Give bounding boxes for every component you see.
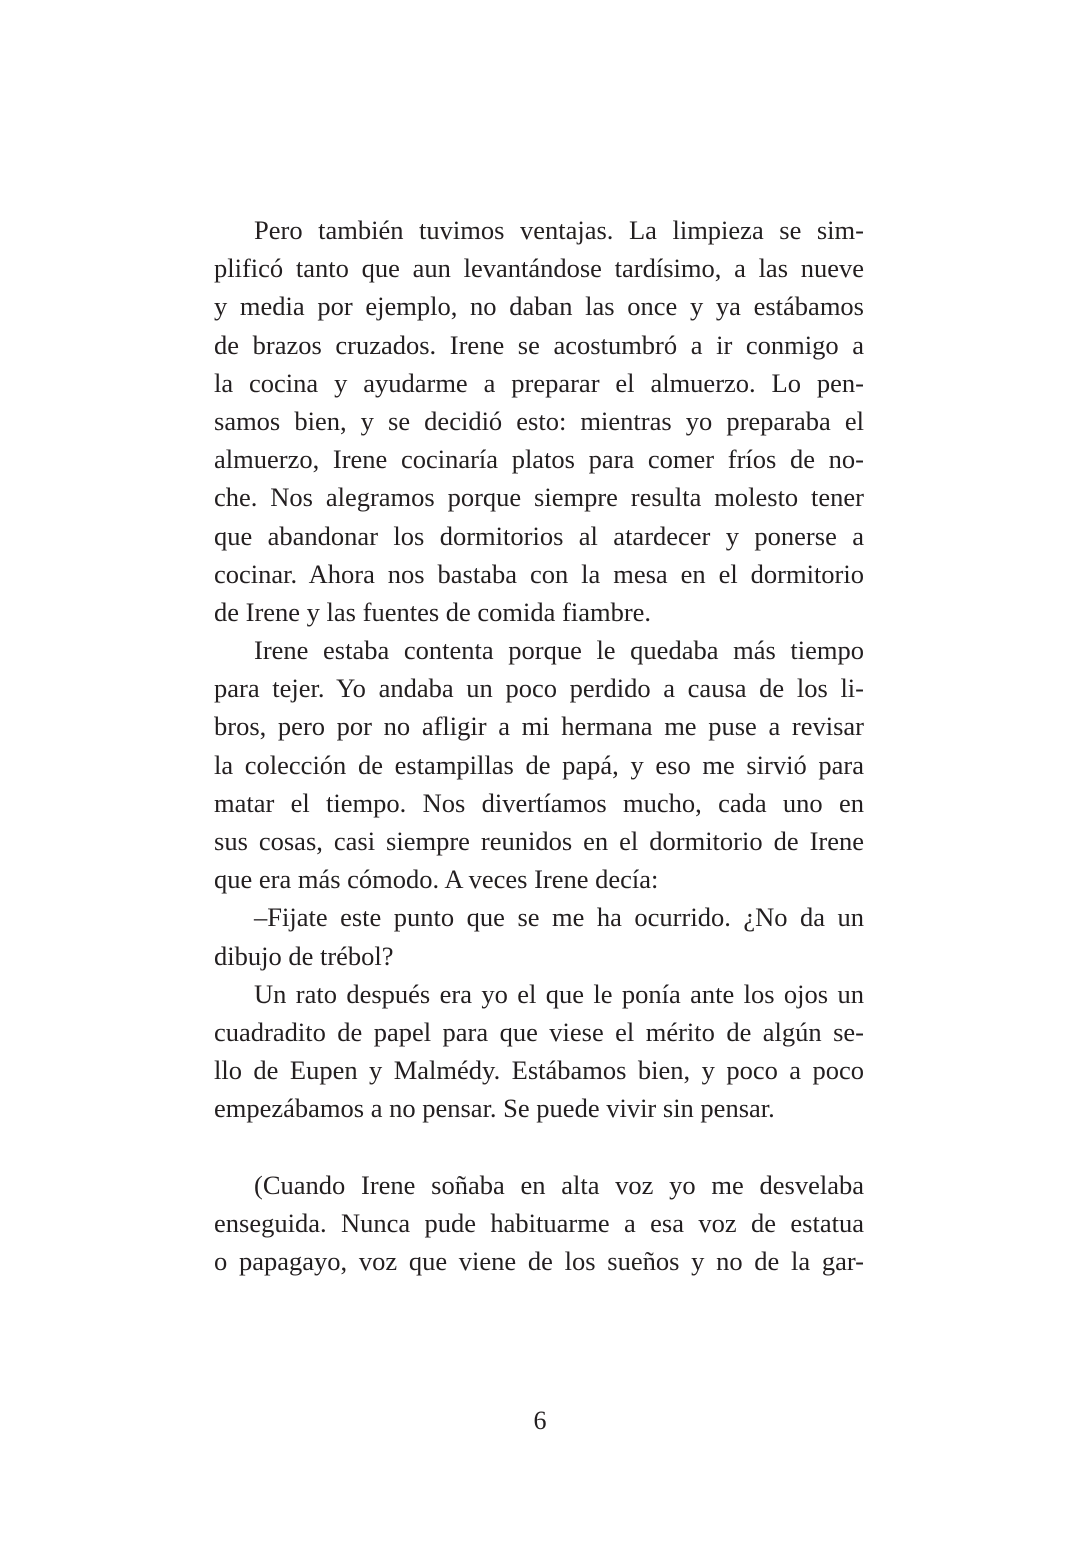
text-line: y media por ejemplo, no daban las once y ya estábamos (214, 291, 864, 322)
text-line: de brazos cruzados. Irene se acostumbró a ir conmigo a (214, 329, 864, 360)
text-line: almuerzo, Irene cocinaría platos para comer fríos de no- (214, 444, 864, 475)
text-line: enseguida. Nunca pude habituarme a esa voz de estatua (214, 1207, 864, 1238)
text-line: de Irene y las fuentes de comida fiambre. (214, 596, 652, 627)
paragraph (214, 975, 864, 1128)
text-line: Un rato después era yo el que le ponía ante los ojos un (254, 978, 864, 1009)
text-line: que abandonar los dormitorios al atardecer y ponerse a (214, 520, 864, 551)
text-line: la cocina y ayudarme a preparar el almuerzo. Lo pen- (214, 367, 864, 398)
text-line: samos bien, y se decidió esto: mientras yo preparaba el (214, 405, 864, 436)
text-line: que era más cómodo. A veces Irene decía: (214, 864, 659, 895)
text-line: empezábamos a no pensar. Se puede vivir sin pensar. (214, 1093, 775, 1124)
text-line: che. Nos alegramos porque siempre resulta molesto tener (214, 482, 864, 513)
text-line: cuadradito de papel para que viese el mérito de algún se- (214, 1016, 864, 1047)
text-line: Pero también tuvimos ventajas. La limpieza se sim- (254, 215, 864, 245)
paragraph (214, 631, 864, 898)
text-line: dibujo de trébol? (214, 940, 394, 971)
text-line: matar el tiempo. Nos divertíamos mucho, cada uno en (214, 787, 864, 818)
text-line: o papagayo, voz que viene de los sueños y no de la gar- (214, 1246, 864, 1277)
text-line: (Cuando Irene soñaba en alta voz yo me desvelaba (254, 1169, 864, 1200)
text-line: llo de Eupen y Malmédy. Estábamos bien, y poco a poco (214, 1055, 864, 1086)
text-line: Irene estaba contenta porque le quedaba más tiempo (254, 635, 864, 666)
paragraph (214, 211, 864, 631)
text-line: plificó tanto que aun levantándose tardísimo, a las nueve (214, 253, 864, 284)
page-number: 6 (533, 1406, 547, 1435)
text-line: cocinar. Ahora nos bastaba con la mesa en el dormitorio (214, 558, 864, 589)
text-line: para tejer. Yo andaba un poco perdido a causa de los li- (214, 673, 864, 704)
body-text (214, 211, 864, 1280)
text-line: bros, pero por no afligir a mi hermana me puse a revisar (214, 711, 864, 742)
text-line: –Fijate este punto que se me ha ocurrido. ¿No da un (254, 902, 864, 933)
text-line: sus cosas, casi siempre reunidos en el dormitorio de Irene (214, 826, 864, 856)
paragraph-gap (214, 1128, 864, 1166)
paragraph (214, 1166, 864, 1281)
paragraph (214, 898, 864, 974)
text-line: la colección de estampillas de papá, y eso me sirvió para (214, 749, 864, 780)
